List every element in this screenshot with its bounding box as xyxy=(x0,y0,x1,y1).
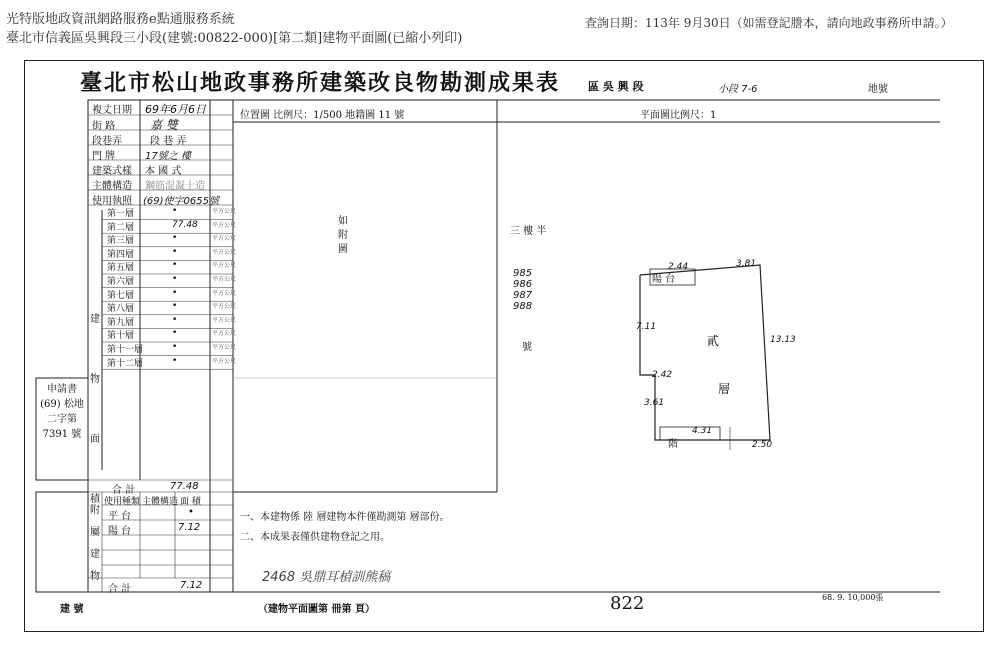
total-label: 合 計 xyxy=(112,485,136,496)
note-1: 一、本建物係 陸 層建物本件僅勘測第 層部份。 xyxy=(240,512,450,523)
dim-4: 13.13 xyxy=(770,335,796,345)
floor-area-unit: 平方公尺 xyxy=(212,262,237,270)
balcony-label: 陽 台 xyxy=(652,274,676,285)
floor-area-unit: 平方公尺 xyxy=(212,289,237,297)
annex-row-platform-value: • xyxy=(188,507,194,518)
annex-row-balcony-value: 7.12 xyxy=(178,522,201,533)
annex-row-balcony-label: 陽 台 xyxy=(108,526,132,537)
annex-col-area: 面 積 xyxy=(180,497,201,507)
floor-label: 第五層 xyxy=(107,263,135,274)
area-side-label: 建 物 面 積 xyxy=(90,314,100,505)
form-print-note: 68. 9. 10,000張 xyxy=(822,593,884,602)
total-value: 77.48 xyxy=(170,481,199,492)
floor-area-value: • xyxy=(172,342,178,352)
floor-area-unit: 平方公尺 xyxy=(212,248,237,256)
floor-area-value: • xyxy=(172,355,178,366)
door-no-label: 門 牌 xyxy=(92,151,116,162)
annex-total-value: 7.12 xyxy=(180,580,203,591)
floor-area-unit: 平方公尺 xyxy=(212,208,237,215)
style-label: 建築式樣 xyxy=(92,166,132,177)
floor-area-value: • xyxy=(172,287,178,298)
surveyor-signature: 2468 吳鼎耳楨訓熊稿 xyxy=(262,570,391,585)
annex-col-use: 使用種類 xyxy=(104,497,141,507)
annex-total-label: 合 計 xyxy=(108,584,132,595)
floor-label: 第二層 xyxy=(107,222,135,233)
floor-area-value: • xyxy=(172,314,178,325)
license-value: (69)使字0655號 xyxy=(143,196,219,207)
floor-area-unit: 平方公尺 xyxy=(212,357,237,365)
license-label: 使用執照 xyxy=(92,196,132,207)
floor-label: 第七層 xyxy=(107,290,135,301)
floor-area-unit: 平方公尺 xyxy=(212,235,237,243)
lot-number-3: 987 xyxy=(513,290,533,301)
floor-area-unit: 平方公尺 xyxy=(212,316,237,324)
floor-area-value: • xyxy=(172,260,178,271)
floor-label: 第六層 xyxy=(107,277,135,287)
dim-8: 2.50 xyxy=(752,440,773,450)
dim-7: 4.31 xyxy=(692,426,713,436)
dim-2: 3.81 xyxy=(736,259,757,269)
system-title: 光特版地政資訊網路服務e點通服務系統 xyxy=(6,12,235,27)
plan-label-floor: 層 xyxy=(718,382,731,396)
floor-area-unit: 平方公尺 xyxy=(212,344,237,351)
floor-area-unit: 平方公尺 xyxy=(212,221,237,229)
floor-area-value: • xyxy=(172,233,178,244)
floor-area-unit: 平方公尺 xyxy=(212,276,237,283)
floor-label: 第十二層 xyxy=(107,358,144,369)
floor-label: 第四層 xyxy=(107,249,135,260)
floor-area-value: • xyxy=(172,301,178,312)
floor-count: 三 樓 半 xyxy=(510,226,547,237)
door-no-value: 17號之 樓 xyxy=(145,151,191,162)
note-2: 二、本成果表僅供建物登記之用。 xyxy=(240,532,390,543)
lot-label: 地號 xyxy=(868,84,888,95)
floor-area-value: • xyxy=(172,246,178,257)
page-subtitle: 臺北市信義區吳興段三小段(建號:00822-000)[第二類]建物平面圖(已縮小列印) xyxy=(6,31,463,46)
lane-label: 段巷弄 xyxy=(92,136,122,147)
survey-date-label: 複丈日期 xyxy=(92,105,132,116)
district-label: 區 吳 興 段 xyxy=(588,80,644,93)
floor-plan-scale: 平面圖比例尺：1 xyxy=(640,110,717,121)
floor-area-value: • xyxy=(172,206,178,216)
location-map-label: 位置圖 比例尺：1/500 地籍圖 11 號 xyxy=(240,110,405,121)
structure-label: 主體構造 xyxy=(92,181,132,192)
dim-1: 2.44 xyxy=(668,262,689,272)
floor-label: 第三層 xyxy=(107,236,135,247)
query-date: 查詢日期：113年 9月30日（如需登記謄本，請向地政事務所申請。） xyxy=(585,16,953,30)
annex-col-structure: 主體構造 xyxy=(142,497,179,507)
floor-label: 第九層 xyxy=(107,317,135,328)
floor-label: 第十層 xyxy=(107,331,135,342)
plan-volume-ref: （建物平面圖第 冊第 頁） xyxy=(258,604,375,615)
document-title: 臺北市松山地政事務所建築改良物勘測成果表 xyxy=(80,70,561,96)
dim-3: 7.11 xyxy=(636,322,657,332)
dim-6: 3.61 xyxy=(644,398,665,408)
style-value: 本 國 式 xyxy=(145,166,182,177)
stair-label: 階 xyxy=(668,439,678,450)
annex-row-platform-label: 平 台 xyxy=(108,511,132,522)
building-number-value: 822 xyxy=(610,593,645,614)
floor-label: 第一層 xyxy=(107,209,135,219)
dim-5: 2.42 xyxy=(652,370,673,380)
floor-area-unit: 平方公尺 xyxy=(212,330,237,338)
floor-area-value: • xyxy=(172,274,178,284)
lane-value: 段 巷 弄 xyxy=(150,136,187,147)
lot-number-2: 986 xyxy=(513,279,533,290)
street-label: 街 路 xyxy=(92,121,116,132)
subsection-label: 小段 7-6 xyxy=(718,84,758,95)
building-no-suffix: 號 xyxy=(522,342,532,353)
survey-date-value: 69年6月6日 xyxy=(145,103,206,116)
lot-number-1: 985 xyxy=(513,268,533,279)
floor-area-unit: 平方公尺 xyxy=(212,303,237,311)
street-value: 嘉 雙 xyxy=(150,118,178,132)
floor-plan-drawing xyxy=(620,255,800,455)
plan-label-floor2: 貳 xyxy=(707,334,720,348)
building-number-label: 建 號 xyxy=(60,604,84,615)
floor-label: 第十一層 xyxy=(107,345,144,355)
lot-number-4: 988 xyxy=(513,301,533,312)
floor-area-value: • xyxy=(172,328,178,339)
structure-value: 鋼筋混凝土造 xyxy=(145,181,205,192)
floor-label: 第八層 xyxy=(107,304,135,315)
annex-side-label: 附 屬 建 物 xyxy=(90,505,100,582)
applicant-info: 申請書 (69) 松地二字第 7391 號 xyxy=(40,384,84,440)
floor-area-value: 77.48 xyxy=(172,219,198,230)
see-attached-note: 如附圖 xyxy=(338,216,348,255)
